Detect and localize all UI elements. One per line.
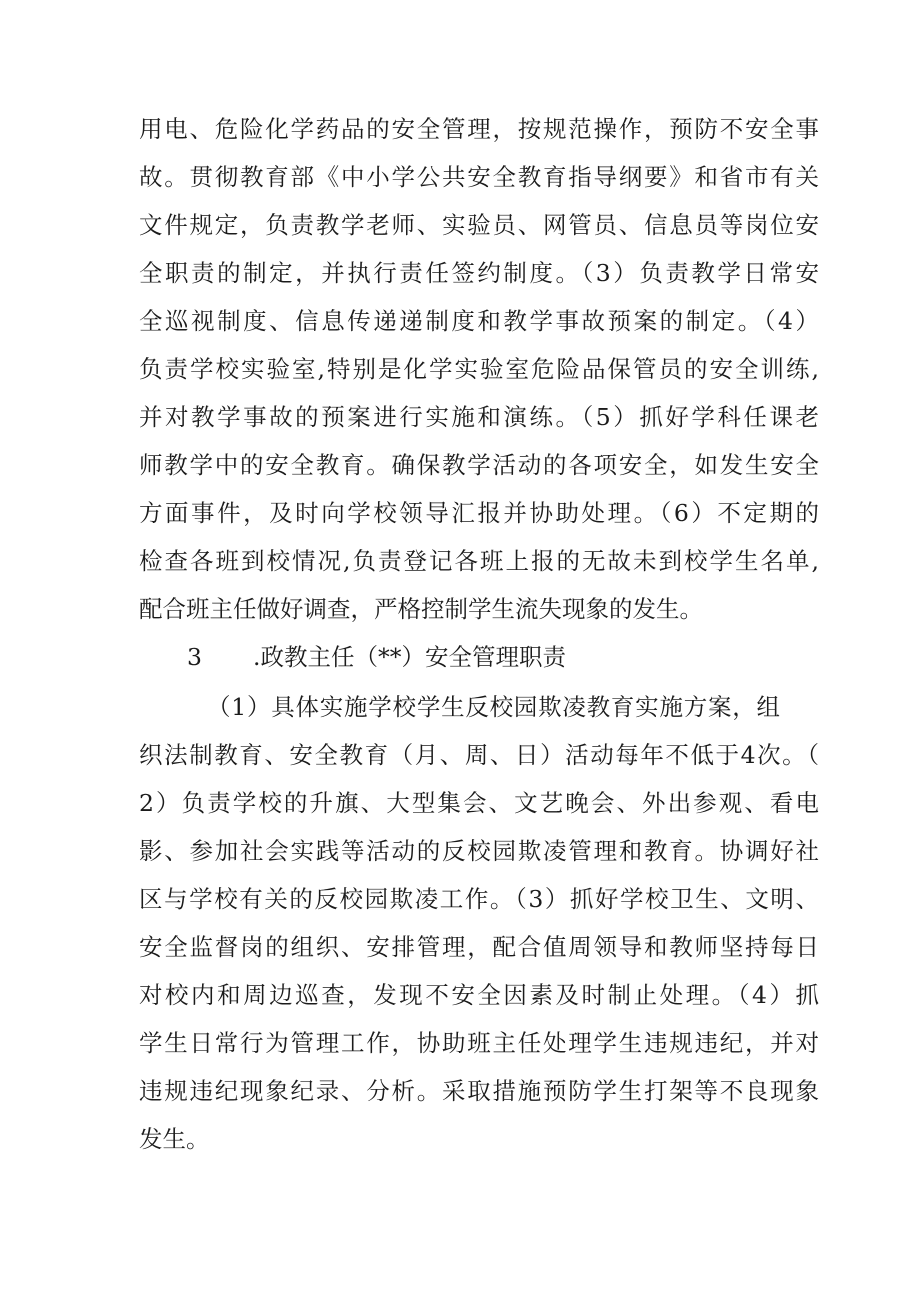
text-line: 文件规定，负责教学老师、实验员、网管员、信息员等岗位安 xyxy=(139,211,819,239)
text-line: 全职责的制定，并执行责任签约制度。（3）负责教学日常安 xyxy=(139,259,819,287)
section-title: .政教主任（**）安全管理职责 xyxy=(253,643,566,671)
text-line: 故。贯彻教育部《中小学公共安全教育指导纲要》和省市有关 xyxy=(139,163,819,191)
text-line: 2）负责学校的升旗、大型集会、文艺晚会、外出参观、看电 xyxy=(139,789,819,817)
text-line: 负责学校实验室,特别是化学实验室危险品保管员的安全训练, xyxy=(139,355,819,383)
text-line: 安全监督岗的组织、安排管理，配合值周领导和教师坚持每日 xyxy=(139,933,819,961)
text-line: 学生日常行为管理工作，协助班主任处理学生违规违纪，并对 xyxy=(139,1029,819,1057)
text-line: 并对教学事故的预案进行实施和演练。（5）抓好学科任课老 xyxy=(139,403,819,431)
text-line: 全巡视制度、信息传递递制度和教学事故预案的制定。（4） xyxy=(139,307,819,335)
paragraph-first-line: （1）具体实施学校学生反校园欺凌教育实施方案，组 xyxy=(207,693,780,721)
section-number: 3 xyxy=(187,643,202,671)
text-line: 影、参加社会实践等活动的反校园欺凌管理和教育。协调好社 xyxy=(139,837,819,865)
text-line: 对校内和周边巡查，发现不安全因素及时制止处理。（4）抓 xyxy=(139,981,819,1009)
text-line: 师教学中的安全教育。确保教学活动的各项安全，如发生安全 xyxy=(139,451,819,479)
text-line: 方面事件，及时向学校领导汇报并协助处理。（6）不定期的 xyxy=(139,499,819,527)
text-line: 违规违纪现象纪录、分析。采取措施预防学生打架等不良现象 xyxy=(139,1077,819,1105)
text-line: 织法制教育、安全教育（月、周、日）活动每年不低于4次。（ xyxy=(139,741,819,769)
text-line-last: 发生。 xyxy=(139,1125,210,1153)
text-line: 区与学校有关的反校园欺凌工作。（3）抓好学校卫生、文明、 xyxy=(139,885,819,913)
text-line: 检查各班到校情况,负责登记各班上报的无故未到校学生名单, xyxy=(139,547,819,575)
text-line: 用电、危险化学药品的安全管理，按规范操作，预防不安全事 xyxy=(139,115,819,143)
text-line-last: 配合班主任做好调查，严格控制学生流失现象的发生。 xyxy=(139,595,703,623)
